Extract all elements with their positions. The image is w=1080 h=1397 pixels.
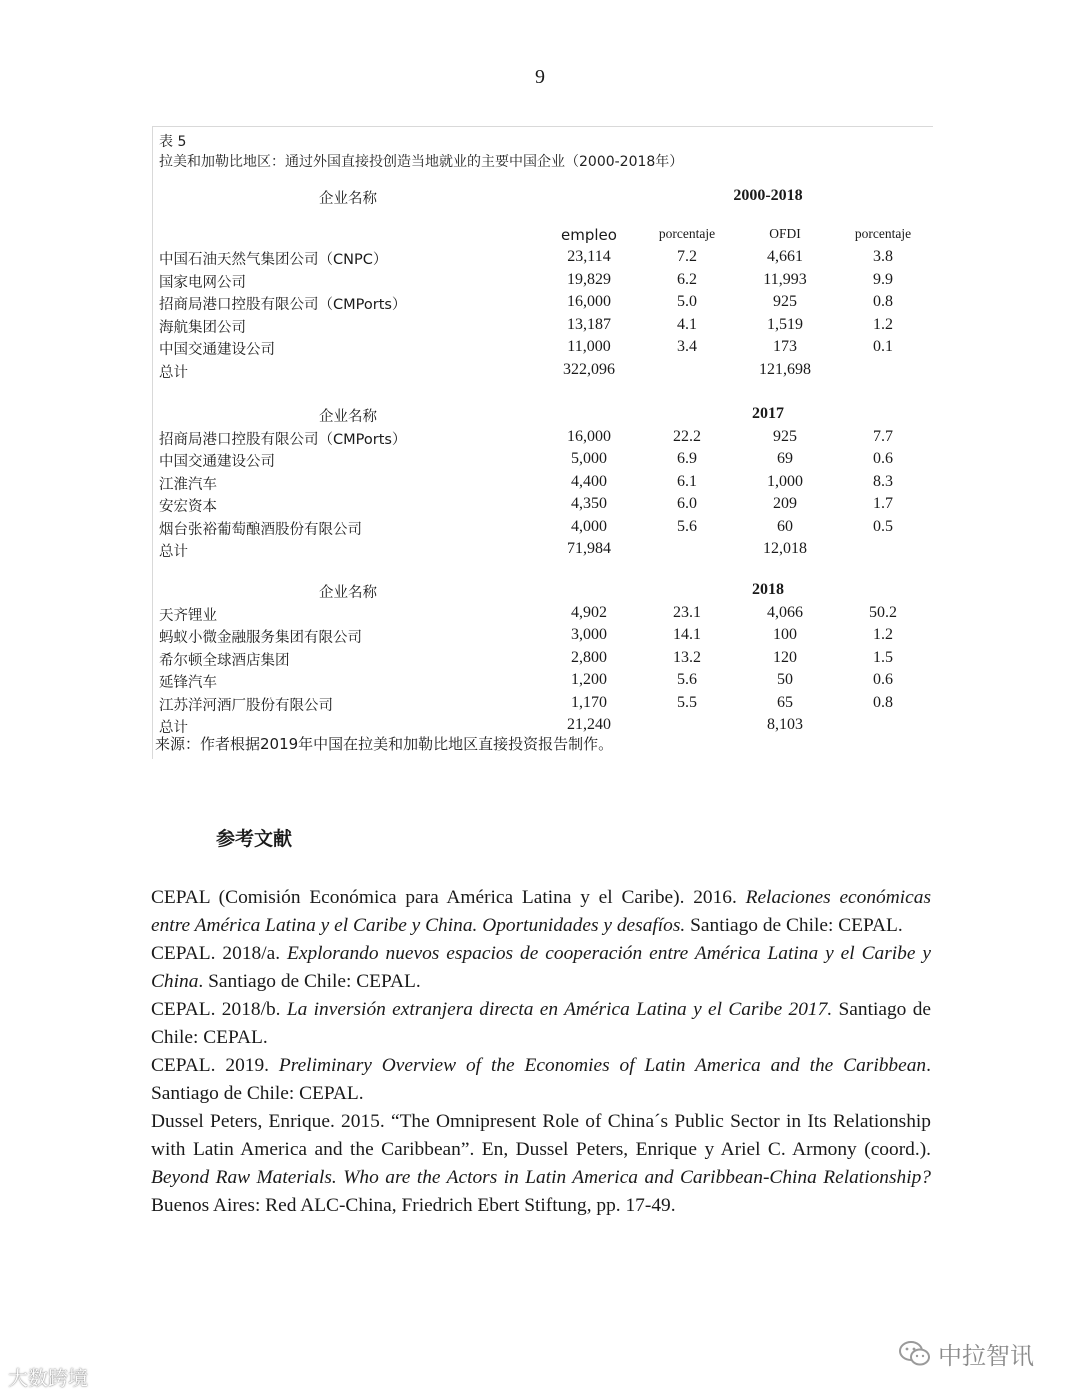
table-cell: 925 <box>773 427 797 445</box>
table-cell: 11,000 <box>567 338 611 355</box>
table-cell: 0.8 <box>873 693 893 711</box>
table-cell: 23,114 <box>567 248 611 265</box>
company-name: 国家电网公司 <box>159 274 246 291</box>
reference-item: CEPAL (Comisión Económica para América Latina y el Caribe). 2016. Relaciones económicas entre América Latina y el Caribe y China. Oportunidades y desafíos. Santiago de Chile: CEPAL. <box>151 887 931 936</box>
table-cell: 9.9 <box>873 270 893 288</box>
table-caption-label: 表 5 <box>159 134 187 150</box>
table-cell: 4,066 <box>767 603 803 621</box>
table-cell: 0.6 <box>873 450 893 467</box>
section-period: 2018 <box>752 581 784 598</box>
references-title: 参考文献 <box>216 828 293 850</box>
company-name: 蚂蚁小微金融服务集团有限公司 <box>159 630 362 646</box>
table-cell: 0.6 <box>873 671 893 688</box>
reference-item: CEPAL. 2019. Preliminary Overview of the Economies of Latin America and the Caribbean. Santiago de Chile: CEPAL. <box>151 1055 931 1104</box>
reference-item: CEPAL. 2018/a. Explorando nuevos espacios de cooperación entre América Latina y el Caribe y China. Santiago de Chile: CEPAL. <box>151 943 931 992</box>
table-cell: 8.3 <box>873 472 893 490</box>
table-cell: 3,000 <box>571 626 607 643</box>
table-cell: 19,829 <box>567 270 611 288</box>
table-cell: 0.8 <box>873 293 893 310</box>
total-cell: 8,103 <box>767 716 803 733</box>
table-cell: 1.5 <box>873 648 893 666</box>
table-cell: 4.1 <box>677 315 697 333</box>
table-cell: 120 <box>773 648 797 666</box>
table-cell: 6.0 <box>677 495 697 512</box>
company-name: 招商局港口控股有限公司（CMPorts） <box>159 431 407 448</box>
table-cell: 1,519 <box>767 315 803 333</box>
company-name: 海航集团公司 <box>159 319 246 336</box>
table-cell: 1.7 <box>873 495 893 512</box>
table-cell: 1,170 <box>571 693 607 711</box>
watermark-left: 大数跨境 <box>8 1366 88 1390</box>
company-name: 烟台张裕葡萄酿酒股份有限公司 <box>159 521 362 538</box>
table-cell: 4,350 <box>571 495 607 512</box>
page-number: 9 <box>535 66 545 88</box>
table-caption-title: 拉美和加勒比地区：通过外国直接投创造当地就业的主要中国企业（2000-2018年） <box>159 154 684 170</box>
table-cell: 1.2 <box>873 315 893 333</box>
table-cell: 209 <box>773 495 797 512</box>
table-cell: 3.8 <box>873 248 893 265</box>
company-name: 中国交通建设公司 <box>159 342 275 358</box>
table-cell: 13.2 <box>673 648 701 666</box>
total-label: 总计 <box>159 364 188 381</box>
total-cell: 121,698 <box>759 360 811 378</box>
references-list <box>151 884 931 1220</box>
company-name: 天齐锂业 <box>159 607 217 624</box>
column-subheader: empleo <box>561 225 617 244</box>
table-cell: 16,000 <box>567 427 611 445</box>
total-label: 总计 <box>159 720 188 736</box>
table-cell: 0.5 <box>873 517 893 535</box>
table-cell: 2,800 <box>571 648 607 666</box>
column-subheader: porcentaje <box>658 225 716 241</box>
table-cell: 5.5 <box>677 693 697 711</box>
table-cell: 173 <box>773 338 797 355</box>
table-cell: 14.1 <box>673 626 701 643</box>
table-cell: 4,902 <box>571 603 607 621</box>
table-cell: 60 <box>777 517 793 535</box>
company-name: 中国石油天然气集团公司（CNPC） <box>159 252 388 268</box>
total-cell: 71,984 <box>567 540 611 557</box>
table-cell: 22.2 <box>673 427 701 445</box>
section-name-header: 企业名称 <box>319 191 377 207</box>
table-cell: 925 <box>773 293 797 310</box>
table-cell: 69 <box>777 450 793 467</box>
table-cell: 5.0 <box>677 293 697 310</box>
company-name: 希尔顿全球酒店集团 <box>159 652 290 669</box>
table-cell: 50 <box>777 671 793 688</box>
table-cell: 4,000 <box>571 517 607 535</box>
watermark-right <box>898 1336 1034 1371</box>
table-cell: 5.6 <box>677 517 697 535</box>
table-cell: 6.1 <box>677 472 697 490</box>
table-cell: 5,000 <box>571 450 607 467</box>
section-name-header: 企业名称 <box>319 409 377 425</box>
table-cell: 0.1 <box>873 338 893 355</box>
table-cell: 11,993 <box>763 270 807 288</box>
reference-item: CEPAL. 2018/b. La inversión extranjera directa en América Latina y el Caribe 2017. Santiago de Chile: CEPAL. <box>151 999 931 1048</box>
table-cell: 4,661 <box>767 248 803 265</box>
table-cell: 6.2 <box>677 270 697 288</box>
table-cell: 1,000 <box>767 472 803 490</box>
reference-item: Dussel Peters, Enrique. 2015. “The Omnipresent Role of China´s Public Sector in Its Relationship with Latin America and the Caribbean”. En, Dussel Peters, Enrique y Ariel C. Armony (coord.). Beyond Raw Materials. Who are the Actors in Latin America and Caribbean-China Relationship? Buenos Aires: Red ALC-China, Friedrich Ebert Stiftung, pp. 17-49. <box>151 1111 931 1216</box>
section-period: 2000-2018 <box>733 187 803 204</box>
company-name: 延锋汽车 <box>159 675 217 691</box>
watermark-right-text: 中拉智讯 <box>938 1342 1034 1370</box>
company-name: 江淮汽车 <box>159 476 217 493</box>
table-cell: 7.7 <box>873 427 893 445</box>
table-cell: 1.2 <box>873 626 893 643</box>
table-cell: 13,187 <box>567 315 611 333</box>
table-cell: 6.9 <box>677 450 697 467</box>
section-name-header: 企业名称 <box>319 585 377 601</box>
table-cell: 23.1 <box>673 603 701 621</box>
total-cell: 322,096 <box>563 360 615 378</box>
total-cell: 12,018 <box>763 540 807 557</box>
column-subheader: porcentaje <box>854 225 912 241</box>
wechat-icon <box>898 1340 932 1368</box>
table-cell: 65 <box>777 693 793 711</box>
column-subheader: OFDI <box>769 225 801 241</box>
table-cell: 16,000 <box>567 293 611 310</box>
table-cell: 7.2 <box>677 248 697 265</box>
company-name: 江苏洋河酒厂股份有限公司 <box>159 697 333 714</box>
section-period: 2017 <box>752 405 784 422</box>
table-cell: 100 <box>773 626 797 643</box>
table-5 <box>152 126 933 759</box>
table-cell: 1,200 <box>571 671 607 688</box>
table-source: 来源：作者根据2019年中国在拉美和加勒比地区直接投资报告制作。 <box>155 735 614 753</box>
total-cell: 21,240 <box>567 716 611 733</box>
table-cell: 3.4 <box>677 338 697 355</box>
company-name: 招商局港口控股有限公司（CMPorts） <box>159 297 407 313</box>
table-cell: 4,400 <box>571 472 607 490</box>
total-label: 总计 <box>159 544 188 560</box>
table-cell: 50.2 <box>869 603 897 621</box>
table-cell: 5.6 <box>677 671 697 688</box>
company-name: 中国交通建设公司 <box>159 454 275 470</box>
company-name: 安宏资本 <box>159 499 217 515</box>
